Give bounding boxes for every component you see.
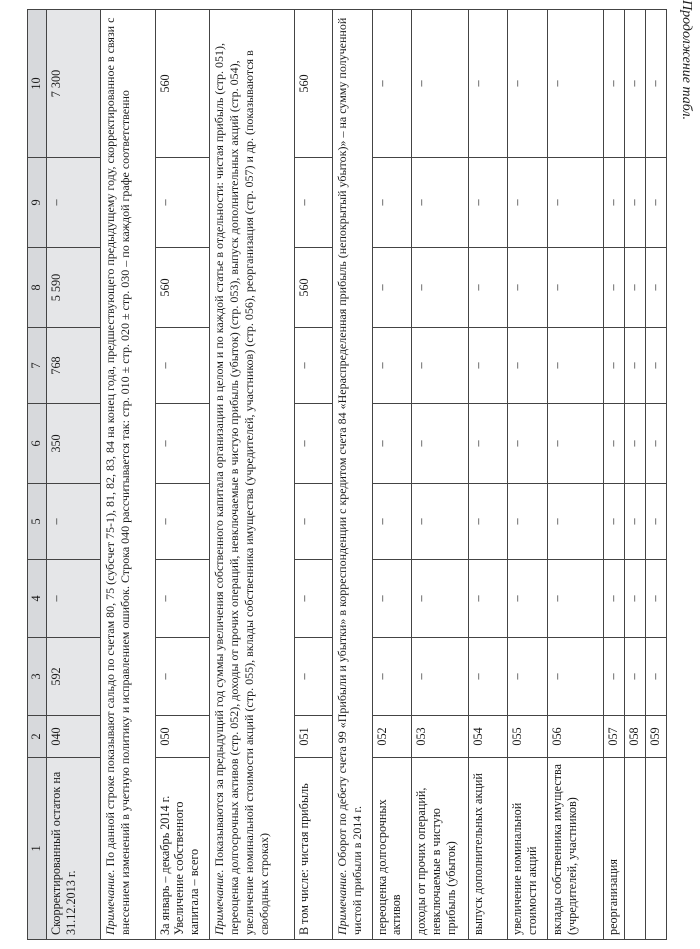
cell-col-6: – xyxy=(468,404,508,484)
cell-col-5: – xyxy=(372,484,412,560)
row-code: 058 xyxy=(625,716,646,758)
cell-col-5: – xyxy=(155,484,209,560)
cell-col-4: – xyxy=(646,560,667,638)
cell-col-6: – xyxy=(646,404,667,484)
table-row xyxy=(468,10,508,940)
table-rotator xyxy=(27,10,667,940)
row-code: 059 xyxy=(646,716,667,758)
cell-col-9: – xyxy=(646,158,667,248)
cell-col-10: – xyxy=(412,10,468,158)
cell-col-3: – xyxy=(508,638,548,716)
note-row xyxy=(332,10,372,940)
table-continuation-caption: Продолжение табл. xyxy=(679,0,694,121)
cell-col-4: – xyxy=(372,560,412,638)
row-code: 056 xyxy=(547,716,603,758)
cell-col-6: – xyxy=(372,404,412,484)
row-code: 057 xyxy=(604,716,625,758)
cell-col-4: – xyxy=(547,560,603,638)
cell-col-8: – xyxy=(372,248,412,328)
cell-col-7: – xyxy=(412,328,468,404)
row-label: Скорректированный остаток на 31.12.2013 г. xyxy=(47,758,101,940)
cell-col-5: – xyxy=(604,484,625,560)
row-label: выпуск дополнительных акций xyxy=(468,758,508,940)
table-row xyxy=(295,10,333,940)
cell-col-10: – xyxy=(508,10,548,158)
row-code: 050 xyxy=(155,716,209,758)
note-text: Оборот по дебету счета 99 «Прибыли и убытки» в корреспонденции с кредитом счета 84 «Нераспределенная прибыль (непокрытый убыток)» – на сумму полученной чистой прибыли в 2014 г. xyxy=(334,17,364,935)
table-row xyxy=(547,10,603,940)
rotated-table-container xyxy=(27,10,667,940)
row-label: реорганизация xyxy=(604,758,625,940)
header-col-9: 9 xyxy=(28,158,47,248)
cell-col-6: – xyxy=(155,404,209,484)
table-row xyxy=(155,10,209,940)
cell-col-8: 560 xyxy=(155,248,209,328)
cell-col-3: 592 xyxy=(47,638,101,716)
cell-col-9: – xyxy=(372,158,412,248)
cell-col-5: – xyxy=(646,484,667,560)
cell-col-4: – xyxy=(47,560,101,638)
cell-col-5: – xyxy=(412,484,468,560)
equity-changes-table xyxy=(27,9,667,940)
cell-col-8: – xyxy=(646,248,667,328)
cell-col-6: – xyxy=(412,404,468,484)
header-col-3: 3 xyxy=(28,638,47,716)
header-col-6: 6 xyxy=(28,404,47,484)
cell-col-7: – xyxy=(468,328,508,404)
cell-col-9: – xyxy=(295,158,333,248)
header-col-4: 4 xyxy=(28,560,47,638)
cell-col-7: – xyxy=(646,328,667,404)
cell-col-8: – xyxy=(547,248,603,328)
note-prefix: Примечание. xyxy=(103,869,118,935)
cell-col-5: – xyxy=(508,484,548,560)
cell-col-8: 5 590 xyxy=(47,248,101,328)
cell-col-3: – xyxy=(372,638,412,716)
row-code: 052 xyxy=(372,716,412,758)
cell-col-5: – xyxy=(547,484,603,560)
cell-col-9: – xyxy=(47,158,101,248)
table-row xyxy=(625,10,646,940)
cell-col-10: 7 300 xyxy=(47,10,101,158)
cell-col-3: – xyxy=(412,638,468,716)
table-row xyxy=(372,10,412,940)
cell-col-3: – xyxy=(604,638,625,716)
cell-col-3: – xyxy=(547,638,603,716)
cell-col-8: – xyxy=(468,248,508,328)
note-text: По данной строке показывают сальдо по счетам 80, 75 (субсчет 75-1), 81, 82, 83, 84 на конец года, предшествующего предыдущему году, скорректированное в связи с внесением изменений в учетную политику и исправлением ошибок. Строка 040 рассчитывается так: стр. 010 ± стр. 020 ± стр. 030 – по каждой графе соответственно xyxy=(103,17,133,935)
cell-col-5: – xyxy=(47,484,101,560)
cell-col-10: – xyxy=(547,10,603,158)
cell-col-7: 768 xyxy=(47,328,101,404)
cell-col-3: – xyxy=(646,638,667,716)
cell-col-7: – xyxy=(295,328,333,404)
cell-col-5: – xyxy=(295,484,333,560)
note-row xyxy=(209,10,295,940)
cell-col-8: 560 xyxy=(295,248,333,328)
cell-col-9: – xyxy=(547,158,603,248)
cell-col-6: – xyxy=(508,404,548,484)
cell-col-10: – xyxy=(468,10,508,158)
cell-col-10: 560 xyxy=(295,10,333,158)
row-code: 040 xyxy=(47,716,101,758)
row-label: В том числе: чистая прибыль xyxy=(295,758,333,940)
cell-col-4: – xyxy=(155,560,209,638)
header-col-7: 7 xyxy=(28,328,47,404)
row-label: За январь – декабрь 2014 г. Увеличение собственного капитала – всего xyxy=(155,758,209,940)
cell-col-8: – xyxy=(508,248,548,328)
header-col-10: 10 xyxy=(28,10,47,158)
row-code: 053 xyxy=(412,716,468,758)
cell-col-5: – xyxy=(468,484,508,560)
table-row xyxy=(508,10,548,940)
cell-col-6: – xyxy=(604,404,625,484)
note-row xyxy=(101,10,155,940)
note-cell xyxy=(101,10,155,940)
cell-col-9: – xyxy=(468,158,508,248)
note-prefix: Примечание. xyxy=(211,869,226,935)
cell-col-10: 560 xyxy=(155,10,209,158)
row-label xyxy=(646,758,667,940)
table-row xyxy=(47,10,101,940)
cell-col-4: – xyxy=(508,560,548,638)
table-row xyxy=(412,10,468,940)
cell-col-10: – xyxy=(646,10,667,158)
row-label: увеличение номинальной стоимости акций xyxy=(508,758,548,940)
cell-col-4: – xyxy=(295,560,333,638)
note-cell xyxy=(332,10,372,940)
cell-col-6: – xyxy=(625,404,646,484)
cell-col-7: – xyxy=(604,328,625,404)
cell-col-4: – xyxy=(604,560,625,638)
cell-col-7: – xyxy=(155,328,209,404)
cell-col-7: – xyxy=(547,328,603,404)
row-label: переоценка долгосрочных активов xyxy=(372,758,412,940)
header-row xyxy=(28,10,47,940)
header-col-2: 2 xyxy=(28,716,47,758)
cell-col-10: – xyxy=(372,10,412,158)
cell-col-8: – xyxy=(625,248,646,328)
cell-col-7: – xyxy=(372,328,412,404)
note-prefix: Примечание. xyxy=(334,869,349,935)
cell-col-3: – xyxy=(625,638,646,716)
cell-col-4: – xyxy=(468,560,508,638)
cell-col-3: – xyxy=(155,638,209,716)
cell-col-7: – xyxy=(625,328,646,404)
cell-col-9: – xyxy=(412,158,468,248)
cell-col-9: – xyxy=(508,158,548,248)
cell-col-9: – xyxy=(625,158,646,248)
cell-col-3: – xyxy=(295,638,333,716)
cell-col-8: – xyxy=(412,248,468,328)
table-row xyxy=(646,10,667,940)
row-code: 055 xyxy=(508,716,548,758)
row-label: вклады собственника имущества (учредителей, участников) xyxy=(547,758,603,940)
cell-col-8: – xyxy=(604,248,625,328)
cell-col-3: – xyxy=(468,638,508,716)
header-col-1: 1 xyxy=(28,758,47,940)
cell-col-4: – xyxy=(412,560,468,638)
note-cell xyxy=(209,10,295,940)
row-label xyxy=(625,758,646,940)
cell-col-7: – xyxy=(508,328,548,404)
cell-col-5: – xyxy=(625,484,646,560)
row-code: 051 xyxy=(295,716,333,758)
table-row xyxy=(604,10,625,940)
cell-col-9: – xyxy=(604,158,625,248)
cell-col-9: – xyxy=(155,158,209,248)
row-code: 054 xyxy=(468,716,508,758)
row-label: доходы от прочих операций, невключаемые в чистую прибыль (убыток) xyxy=(412,758,468,940)
cell-col-6: – xyxy=(295,404,333,484)
note-text: Показываются за предыдущий год суммы увеличения собственного капитала организации в целом и по каждой статье в отдельности: чистая прибыль (стр. 051), переоценка долгосрочных активов (стр. 052), доходы от прочих операций, невключаемые в чистую прибыль (убыток) (стр. 053), выпуск дополнительных акций (стр. 054), увеличение номинальной стоимости акций (стр. 055), вклады собственника имущества (учредителей, участников) (стр. 056), реорганизация (стр. 057) и др. (показываются в свободных строках) xyxy=(211,42,271,935)
cell-col-10: – xyxy=(604,10,625,158)
cell-col-4: – xyxy=(625,560,646,638)
header-col-5: 5 xyxy=(28,484,47,560)
cell-col-6: – xyxy=(547,404,603,484)
cell-col-6: 350 xyxy=(47,404,101,484)
header-col-8: 8 xyxy=(28,248,47,328)
cell-col-10: – xyxy=(625,10,646,158)
